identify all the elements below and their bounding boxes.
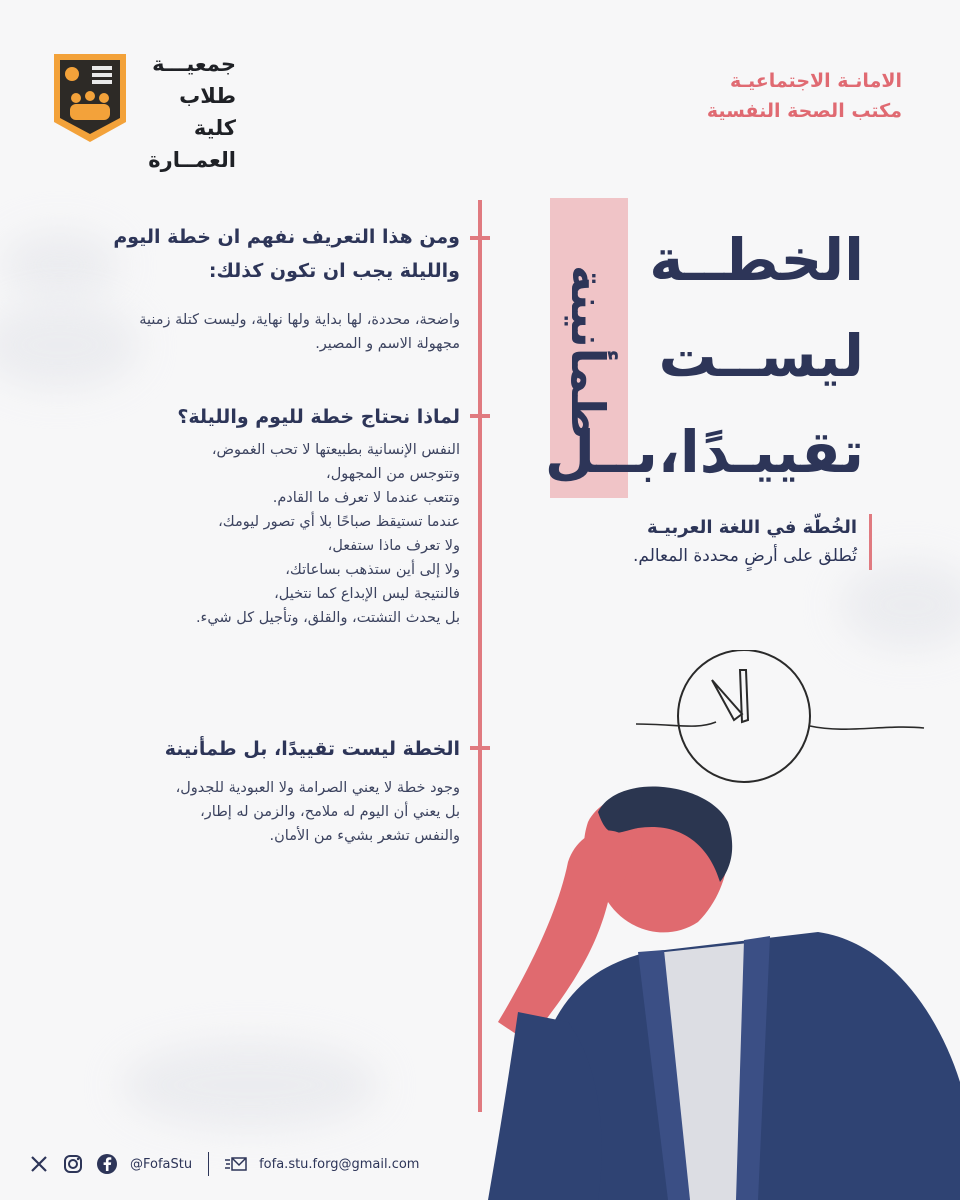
- send-mail-icon: [225, 1153, 247, 1175]
- title-line-2: ليســت: [658, 322, 864, 390]
- logo-text: [136, 48, 236, 176]
- logo-line-2: طلاب كلية: [179, 84, 236, 140]
- section-body-line: وتتوجس من المجهول،: [326, 466, 460, 482]
- instagram-icon[interactable]: [62, 1153, 84, 1175]
- section-body-line: فالنتيجة ليس الإبداع كما نتخيل،: [274, 586, 460, 602]
- section-heading: الخطة ليست تقييدًا، بل طمأنينة: [164, 738, 460, 760]
- bg-cloud: [840, 560, 960, 650]
- x-twitter-icon[interactable]: [28, 1153, 50, 1175]
- section-body-line: بل يعني أن اليوم له ملامح، والزمن له إطار،: [200, 804, 460, 820]
- section-body-line: واضحة، محددة، لها بداية ولها نهاية، وليست كتلة زمنية مجهولة الاسم و المصير.: [139, 312, 460, 352]
- section-body-line: بل يحدث التشتت، والقلق، وتأجيل كل شيء.: [195, 610, 460, 626]
- clock-illustration: [636, 650, 926, 790]
- org-line-2: مكتب الصحة النفسية: [706, 100, 902, 122]
- definition-title: الخُطّة في اللغة العربيـة: [647, 517, 857, 538]
- logo-line-3: العمــارة: [148, 148, 236, 172]
- section-heading: لماذا نحتاج خطة لليوم والليلة؟: [177, 406, 460, 428]
- timeline-tick: [470, 414, 490, 418]
- stressed-person-illustration: [458, 782, 960, 1200]
- section-body-line: وجود خطة لا يعني الصرامة ولا العبودية للجدول،: [175, 780, 460, 796]
- definition-text: تُطلق على أرضٍ محددة المعالم.: [632, 546, 857, 566]
- timeline-tick: [470, 236, 490, 240]
- bg-cloud: [120, 1040, 380, 1130]
- section-why-plan: [100, 400, 460, 630]
- section-not-restriction: [100, 732, 460, 848]
- section-body-line: ولا إلى أين ستذهب بساعاتك،: [285, 562, 460, 578]
- title-line-3: تقييـدًا،بــل: [544, 418, 864, 486]
- footer: [28, 1148, 419, 1180]
- title-line-1: الخطــة: [649, 226, 864, 294]
- social-handle[interactable]: @FofaStu: [130, 1156, 193, 1172]
- vertical-word: طمأنينة: [561, 264, 615, 440]
- hero-title: [545, 212, 864, 500]
- definition-block: [633, 514, 872, 570]
- contact-email[interactable]: fofa.stu.forg@gmail.com: [259, 1156, 420, 1172]
- section-definition: [100, 220, 460, 356]
- section-body-line: عندما تستيقظ صباحًا بلا أي تصور ليومك،: [218, 514, 460, 530]
- footer-divider: [208, 1152, 209, 1176]
- facebook-icon[interactable]: [96, 1153, 118, 1175]
- section-body-line: النفس الإنسانية بطبيعتها لا تحب الغموض،: [211, 442, 460, 458]
- section-body-line: ولا تعرف ماذا ستفعل،: [327, 538, 460, 554]
- section-body-line: وتتعب عندما لا تعرف ما القادم.: [272, 490, 460, 506]
- section-heading: ومن هذا التعريف نفهم ان خطة اليوم والليلة يجب ان تكون كذلك:: [113, 226, 460, 282]
- org-header: [707, 66, 902, 126]
- org-line-1: الامانـة الاجتماعيـة: [729, 70, 902, 92]
- timeline-tick: [470, 746, 490, 750]
- section-body-line: والنفس تشعر بشيء من الأمان.: [269, 828, 460, 844]
- logo-badge-icon: [52, 52, 128, 144]
- logo-line-1: جمعيـــة: [152, 52, 236, 76]
